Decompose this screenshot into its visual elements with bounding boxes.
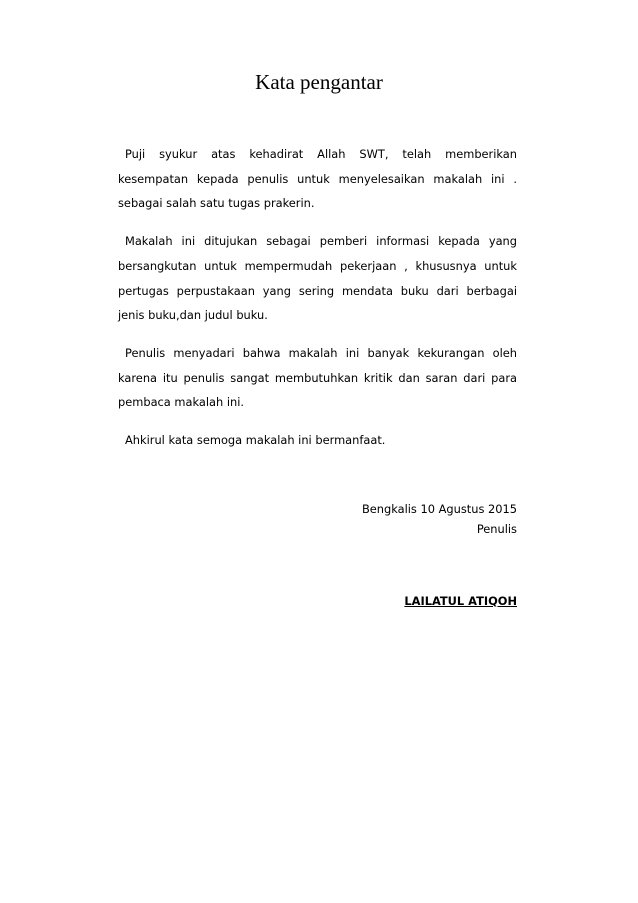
- paragraph-2: Makalah ini ditujukan sebagai pemberi informasi kepada yang bersangkutan untuk mempermudah pekerjaan , khususnya untuk pertugas perpustakaan yang sering mendata buku dari berbagai jenis buku,dan judul buku.: [118, 234, 517, 323]
- paragraph-1: Puji syukur atas kehadirat Allah SWT, telah memberikan kesempatan kepada penulis untuk menyelesaikan makalah ini . sebagai salah satu tugas prakerin.: [118, 147, 517, 211]
- page-title: Kata pengantar: [255, 70, 383, 94]
- author-name: LAILATUL ATIQOH: [404, 594, 517, 608]
- paragraph-3: Penulis menyadari bahwa makalah ini banyak kekurangan oleh karena itu penulis sangat membutuhkan kritik dan saran dari para pembaca makalah ini.: [118, 345, 517, 410]
- document-body: [118, 142, 517, 466]
- paragraph-4: Ahkirul kata semoga makalah ini bermanfaat.: [125, 433, 386, 448]
- closing-block: [362, 499, 517, 539]
- place-date: Bengkalis 10 Agustus 2015: [361, 502, 517, 516]
- author-role: Penulis: [476, 522, 517, 536]
